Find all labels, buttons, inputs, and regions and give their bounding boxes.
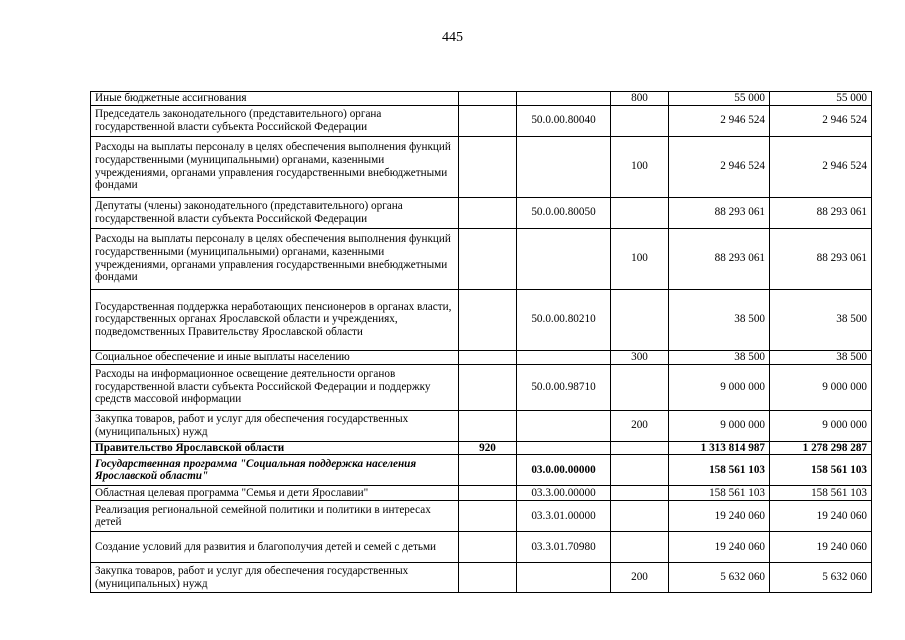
program-code-cell [517, 563, 611, 593]
ministry-code-cell [459, 532, 517, 563]
expense-type-cell [611, 532, 669, 563]
program-code-cell: 03.3.01.70980 [517, 532, 611, 563]
ministry-code-cell [459, 501, 517, 532]
expense-type-cell [611, 501, 669, 532]
program-code-cell [517, 350, 611, 364]
amount-year1-cell: 158 561 103 [669, 455, 770, 486]
table-row [91, 105, 872, 136]
row-name-cell: Реализация региональной семейной политики и политики в интересах детей [91, 501, 459, 532]
table-row [91, 410, 872, 441]
amount-year2-cell: 38 500 [770, 289, 872, 350]
row-name-cell: Правительство Ярославской области [91, 441, 459, 455]
amount-year2-cell: 2 946 524 [770, 105, 872, 136]
row-name-cell: Закупка товаров, работ и услуг для обеспечения государственных (муниципальных) нужд [91, 563, 459, 593]
expense-type-cell: 800 [611, 92, 669, 106]
table-row [91, 501, 872, 532]
program-code-cell: 03.0.00.00000 [517, 455, 611, 486]
row-name-cell: Закупка товаров, работ и услуг для обеспечения государственных (муниципальных) нужд [91, 410, 459, 441]
program-code-cell [517, 228, 611, 289]
program-code-cell [517, 136, 611, 197]
ministry-code-cell [459, 486, 517, 501]
amount-year2-cell: 19 240 060 [770, 501, 872, 532]
expense-type-cell: 100 [611, 136, 669, 197]
amount-year2-cell: 158 561 103 [770, 486, 872, 501]
program-code-cell: 50.0.00.98710 [517, 364, 611, 410]
ministry-code-cell [459, 136, 517, 197]
table-row [91, 228, 872, 289]
ministry-code-cell [459, 197, 517, 228]
row-name-cell: Государственная программа "Социальная поддержка населения Ярославской области" [91, 455, 459, 486]
amount-year2-cell: 9 000 000 [770, 364, 872, 410]
expense-type-cell [611, 455, 669, 486]
budget-table-body [91, 92, 872, 593]
table-row [91, 441, 872, 455]
expense-type-cell: 300 [611, 350, 669, 364]
row-name-cell: Председатель законодательного (представительного) органа государственной власти субъекта Российской Федерации [91, 105, 459, 136]
amount-year1-cell: 88 293 061 [669, 228, 770, 289]
row-name-cell: Расходы на выплаты персоналу в целях обеспечения выполнения функций государственными (муниципальными) органами, казенными учреждениями, органами управления государственными внебюджетными фондами [91, 136, 459, 197]
budget-table [90, 91, 872, 593]
amount-year1-cell: 9 000 000 [669, 410, 770, 441]
amount-year2-cell: 19 240 060 [770, 532, 872, 563]
expense-type-cell: 100 [611, 228, 669, 289]
amount-year2-cell: 2 946 524 [770, 136, 872, 197]
amount-year1-cell: 55 000 [669, 92, 770, 106]
amount-year1-cell: 19 240 060 [669, 501, 770, 532]
program-code-cell: 03.3.00.00000 [517, 486, 611, 501]
expense-type-cell: 200 [611, 563, 669, 593]
row-name-cell: Расходы на информационное освещение деятельности органов государственной власти субъекта Российской Федерации и поддержку средств массовой информации [91, 364, 459, 410]
expense-type-cell [611, 364, 669, 410]
ministry-code-cell [459, 455, 517, 486]
row-name-cell: Государственная поддержка неработающих пенсионеров в органах власти, государственных органах Ярославской области и учреждениях, подведомственных Правительству Ярославской области [91, 289, 459, 350]
amount-year1-cell: 5 632 060 [669, 563, 770, 593]
amount-year2-cell: 88 293 061 [770, 197, 872, 228]
amount-year2-cell: 158 561 103 [770, 455, 872, 486]
amount-year1-cell: 1 313 814 987 [669, 441, 770, 455]
expense-type-cell [611, 441, 669, 455]
row-name-cell: Социальное обеспечение и иные выплаты населению [91, 350, 459, 364]
amount-year2-cell: 1 278 298 287 [770, 441, 872, 455]
ministry-code-cell [459, 350, 517, 364]
ministry-code-cell: 920 [459, 441, 517, 455]
program-code-cell [517, 410, 611, 441]
program-code-cell: 03.3.01.00000 [517, 501, 611, 532]
amount-year2-cell: 88 293 061 [770, 228, 872, 289]
table-row [91, 136, 872, 197]
expense-type-cell [611, 105, 669, 136]
table-row [91, 532, 872, 563]
ministry-code-cell [459, 289, 517, 350]
amount-year1-cell: 158 561 103 [669, 486, 770, 501]
ministry-code-cell [459, 364, 517, 410]
expense-type-cell: 200 [611, 410, 669, 441]
row-name-cell: Создание условий для развития и благополучия детей и семей с детьми [91, 532, 459, 563]
program-code-cell: 50.0.00.80040 [517, 105, 611, 136]
table-row [91, 563, 872, 593]
row-name-cell: Иные бюджетные ассигнования [91, 92, 459, 106]
amount-year2-cell: 5 632 060 [770, 563, 872, 593]
amount-year2-cell: 55 000 [770, 92, 872, 106]
amount-year1-cell: 2 946 524 [669, 136, 770, 197]
expense-type-cell [611, 289, 669, 350]
table-row [91, 350, 872, 364]
table-row [91, 92, 872, 106]
table-row [91, 289, 872, 350]
amount-year1-cell: 88 293 061 [669, 197, 770, 228]
row-name-cell: Расходы на выплаты персоналу в целях обеспечения выполнения функций государственными (муниципальными) органами, казенными учреждениями, органами управления государственными внебюджетными фондами [91, 228, 459, 289]
amount-year2-cell: 9 000 000 [770, 410, 872, 441]
amount-year1-cell: 38 500 [669, 289, 770, 350]
amount-year1-cell: 9 000 000 [669, 364, 770, 410]
expense-type-cell [611, 486, 669, 501]
program-code-cell [517, 441, 611, 455]
ministry-code-cell [459, 228, 517, 289]
amount-year1-cell: 19 240 060 [669, 532, 770, 563]
table-row [91, 486, 872, 501]
amount-year2-cell: 38 500 [770, 350, 872, 364]
table-row [91, 364, 872, 410]
program-code-cell [517, 92, 611, 106]
row-name-cell: Областная целевая программа "Семья и дети Ярославии" [91, 486, 459, 501]
ministry-code-cell [459, 410, 517, 441]
row-name-cell: Депутаты (члены) законодательного (представительного) органа государственной власти субъекта Российской Федерации [91, 197, 459, 228]
program-code-cell: 50.0.00.80050 [517, 197, 611, 228]
ministry-code-cell [459, 105, 517, 136]
ministry-code-cell [459, 92, 517, 106]
table-row [91, 197, 872, 228]
amount-year1-cell: 38 500 [669, 350, 770, 364]
amount-year1-cell: 2 946 524 [669, 105, 770, 136]
expense-type-cell [611, 197, 669, 228]
table-row [91, 455, 872, 486]
page-number: 445 [442, 30, 463, 45]
program-code-cell: 50.0.00.80210 [517, 289, 611, 350]
ministry-code-cell [459, 563, 517, 593]
